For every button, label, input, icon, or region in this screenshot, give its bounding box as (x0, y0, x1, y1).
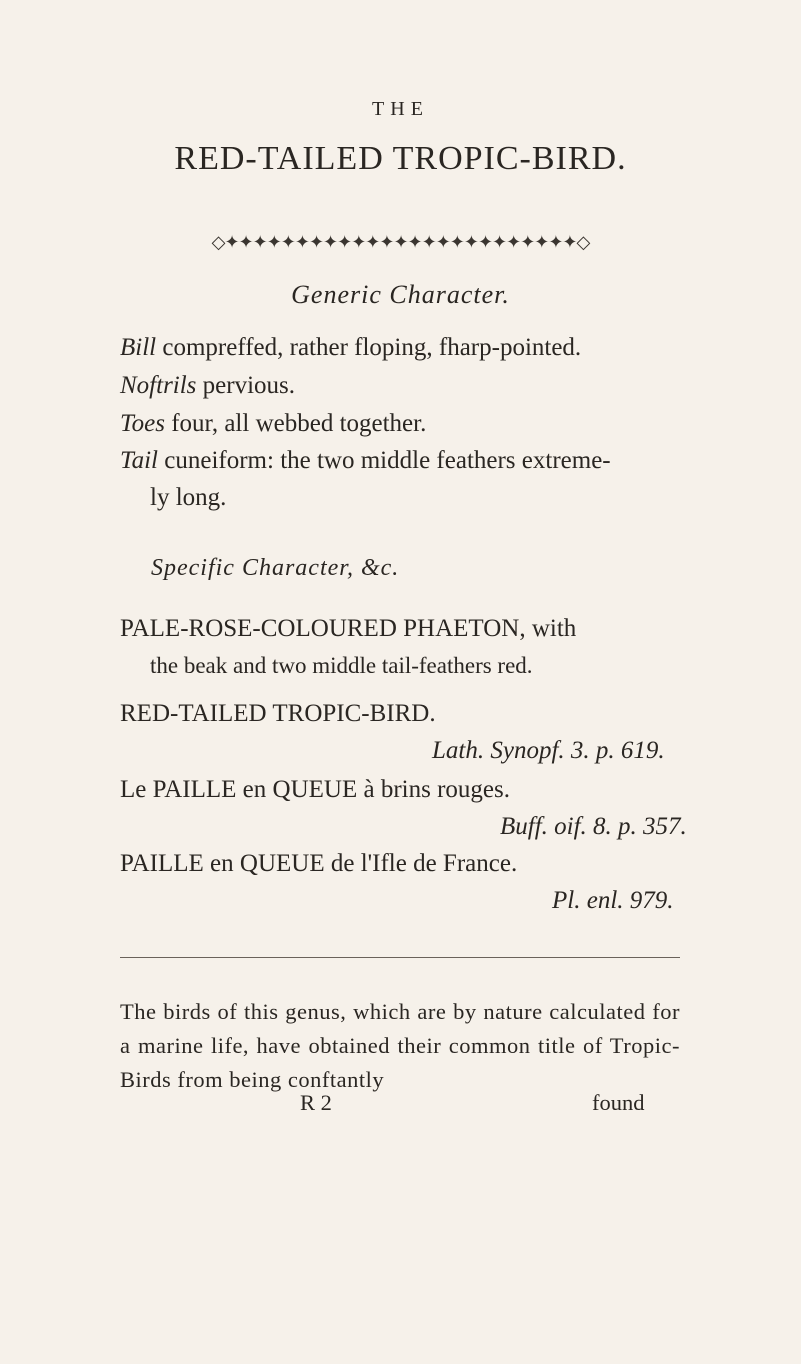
toes-text: four, all webbed together. (171, 410, 427, 437)
generic-heading: Generic Character. (291, 280, 510, 309)
reference-4: Pl. enl. 979. (552, 887, 674, 914)
header-the: THE (372, 98, 429, 120)
signature-mark: R 2 (300, 1090, 332, 1115)
synonym-4: PAILLE en QUEUE de l'Ifle de France. (120, 850, 518, 877)
tail-continued: ly long. (150, 484, 227, 511)
bill-text: compreffed, rather floping, fharp-pointed. (162, 334, 582, 361)
toes-term: Toes (120, 410, 165, 437)
ornament-divider: ◇✦✦✦✦✦✦✦✦✦✦✦✦✦✦✦✦✦✦✦✦✦✦✦✦✦◇ (211, 232, 590, 252)
synonym-1-continued: the beak and two middle tail-feathers red. (150, 653, 533, 678)
reference-2: Lath. Synopf. 3. p. 619. (432, 737, 665, 764)
nostrils-text: pervious. (202, 372, 296, 399)
tail-line (120, 447, 611, 475)
synonym-3: Le PAILLE en QUEUE à brins rouges. (120, 776, 510, 803)
tail-term: Tail (120, 447, 159, 474)
tail-text: cuneiform: the two middle feathers extreme- (164, 447, 611, 474)
section-rule (120, 957, 680, 958)
nostrils-term: Noftrils (120, 372, 197, 399)
specific-heading: Specific Character, &c. (151, 555, 400, 581)
body-paragraph: The birds of this genus, which are by nature calculated for a marine life, have obtained their common title of Tropic-Birds from being conftantly (120, 999, 680, 1092)
nostrils-line (120, 372, 295, 400)
page-title: RED-TAILED TROPIC-BIRD. (174, 140, 627, 177)
bill-term: Bill (120, 334, 157, 361)
synonym-1: PALE-ROSE-COLOURED PHAETON, with (120, 615, 577, 642)
catchword: found (592, 1090, 645, 1115)
bill-line (120, 334, 581, 362)
reference-3: Buff. oif. 8. p. 357. (500, 813, 687, 840)
toes-line (120, 410, 426, 438)
synonym-2: RED-TAILED TROPIC-BIRD. (120, 700, 436, 727)
